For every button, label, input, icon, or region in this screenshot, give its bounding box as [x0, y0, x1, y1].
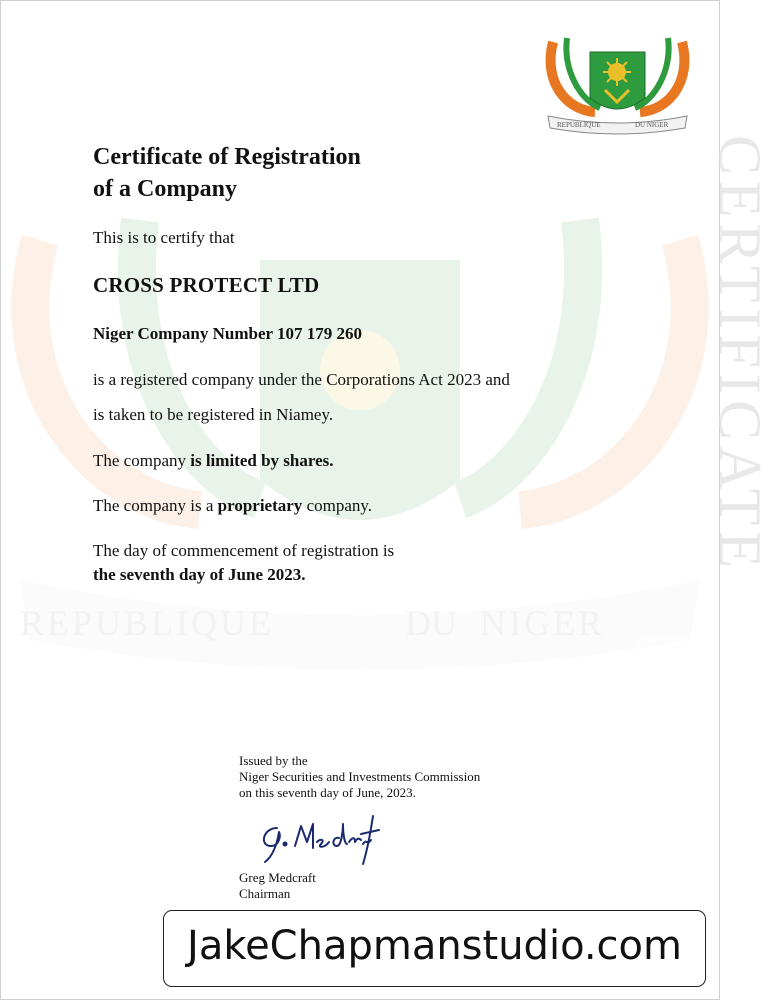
- proprietary-statement: [93, 496, 372, 516]
- issuer-line-1: Issued by the: [239, 753, 308, 768]
- watermark-ribbon-mid: DU: [405, 603, 457, 643]
- commencement-date: the seventh day of June 2023.: [93, 565, 306, 584]
- signatory-role: Chairman: [239, 886, 291, 901]
- crest-ribbon-right: DU NIGER: [635, 121, 669, 129]
- registration-line-2: is taken to be registered in Niamey.: [93, 405, 334, 424]
- proprietary-suffix: company.: [302, 496, 373, 515]
- issuer-line-3: on this seventh day of June, 2023.: [239, 785, 416, 800]
- watermark-ribbon-left: REPUBLIQUE: [20, 603, 274, 643]
- watermark-ribbon-right: NIGER: [480, 603, 605, 643]
- coat-of-arms-icon: [545, 30, 690, 135]
- company-name: CROSS PROTECT LTD: [93, 273, 320, 297]
- signatory-block: [239, 870, 316, 902]
- certificate-title: [93, 141, 361, 205]
- company-number: Niger Company Number 107 179 260: [93, 324, 363, 343]
- issuer-block: [239, 753, 480, 801]
- crest-ribbon-left: REPUBLIQUE: [557, 121, 601, 129]
- signatory-name: Greg Medcraft: [239, 870, 316, 885]
- certificate-watermark-text: CERTIFICATE: [707, 134, 774, 575]
- proprietary-prefix: The company is a: [93, 496, 218, 515]
- limited-bold: is limited by shares.: [190, 451, 334, 470]
- title-line-2: of a Company: [93, 176, 238, 202]
- website-overlay-box: [163, 910, 706, 987]
- limited-prefix: The company: [93, 451, 191, 470]
- website-overlay-text: JakeChapmanstudio.com: [187, 923, 682, 969]
- title-line-1: Certificate of Registration: [93, 144, 361, 170]
- issuer-line-2: Niger Securities and Investments Commission: [239, 769, 481, 784]
- limited-statement: [93, 451, 334, 471]
- registration-line-1: is a registered company under the Corporations Act 2023 and: [93, 370, 510, 389]
- commencement-line-1: The day of commencement of registration is: [93, 541, 395, 560]
- certify-text: This is to certify that: [93, 228, 235, 247]
- signature-image: [255, 810, 385, 868]
- proprietary-bold: proprietary: [217, 496, 303, 515]
